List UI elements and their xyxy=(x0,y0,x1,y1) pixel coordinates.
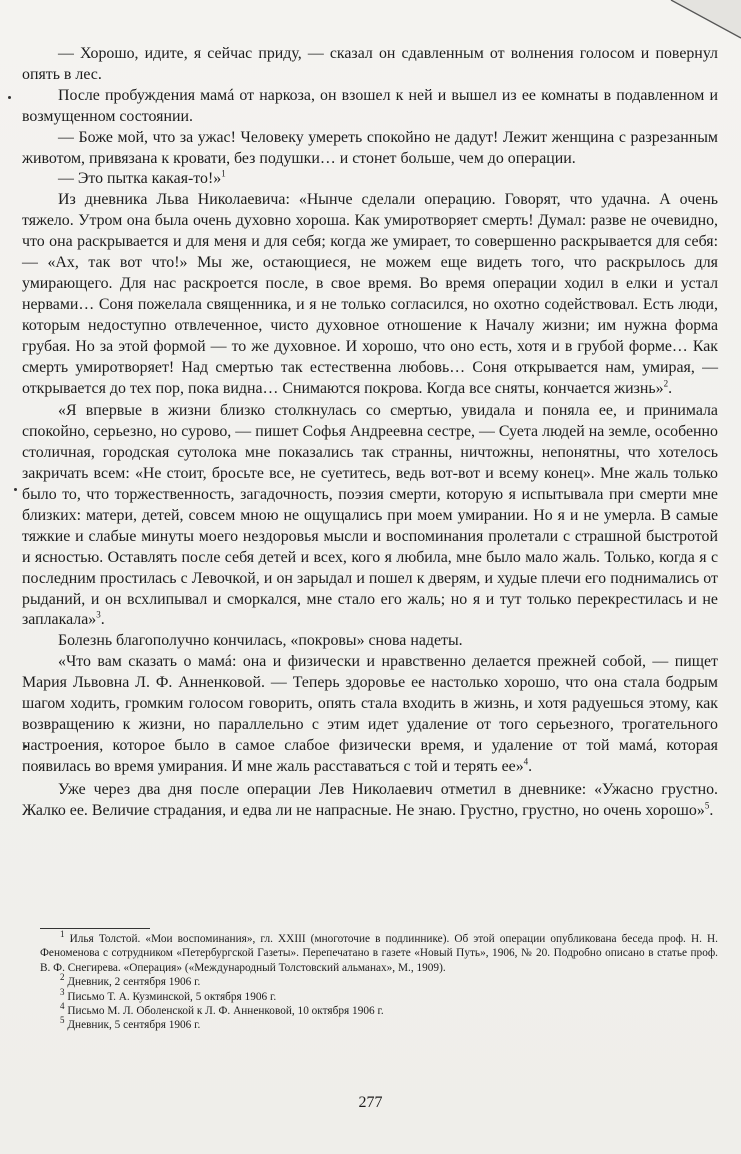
footnote-rule xyxy=(40,928,150,929)
scan-speck xyxy=(14,488,17,491)
body-text xyxy=(22,44,718,822)
paragraph: Из дневника Льва Николаевича: «Нынче сделали операцию. Говорят, что удачна. А очень тяжело. Утром она была очень духовно хороша. Как умиротворяет смерть! Думал: разве не очевидно, что она раскрывается и для меня и для себя; когда же умирает, то совершенно раскрывается для себя: — «Ах, так вот что!» Мы же, остающиеся, не можем еще видеть того, что раскрылось для умирающего. Для нас раскроется после, в свое время. Во время операции ходил в елки и устал нервами… Соня пожелала священника, и я не только согласился, но охотно содействовал. Есть люди, которым недоступно отвлеченное, чисто духовное отношение к Началу жизни; им нужна форма грубая. Но за этой формой — то же духовное. И хорошо, что оно есть, хотя и в грубой форме… Как смерть умиротворяет! Над смертью так естественна любовь… Соня открывается нам, умирая, — открывается до тех пор, пока видна… Снимаются покрова. Когда все сняты, кончается жизнь»$^2$. xyxy=(22,191,718,397)
page-number: 277 xyxy=(358,1094,383,1111)
paragraph xyxy=(22,169,718,190)
paragraph: «Я впервые в жизни близко столкнулась со смертью, увидала и поняла ее, и принимала спокойно, серьезно, но сурово, — пишет Софья Андреевна сестре, — Суета людей на земле, особенно столичная, городская сутолока мне показались так странны, ничтожны, непонятны, что хотелось закричать всем: «Не стоит, бросьте все, не суетитесь, ведь вот-вот и всему конец». Мне жаль только было то, что торжественность, загадочность, поэзия смерти, которую я испытывала при смерти мне близких: матери, детей, совсем мною не ощущались при моем умирании. Но я и не умерла. В самые тяжкие и слабые минуты моего нездоровья мысли и воспоминания пролетали с страшной быстротой и ясностью. Оставлять после себя детей и всех, кого я любила, мне было мало жаль. Только, когда я с последним простилась с Левочкой, и он зарыдал и пошел к дверям, и худые плечи его поднимались от рыданий, и он всхлипывал и сморкался, мне стало его жаль; но я и тут только перекрестилась и не заплакала»$^3$. xyxy=(22,402,718,629)
footnote xyxy=(40,972,718,989)
paragraph-text: «Что вам сказать о мамá: она и физически и нравственно делается прежней собой, — пищет Мария Львовна Л. Ф. Анненковой. — Теперь здоровье ее настолько хорошо, что она стала бодрым шагом ходить, громким голосом говорить, опять стала входить в жизнь, и хотя радуешься этому, как возвращению к жизни, но параллельно с этим идет удаление от того серьезного, трогательного настроения, которое было в самое слабое физически время, и удаление от той мамá, которая появилась во время умирания. И мне жаль расставаться с той и терять ее» xyxy=(22,653,718,775)
footnote-number: 3 xyxy=(60,986,65,997)
footnote-text: Илья Толстой. «Мои воспоминания», гл. XXIII (многоточие в подлиннике). Об этой операции опубликована беседа проф. Н. Н. Феноменова с сотрудником «Петербургской Газеты». Перепечатано в газете «Новый Путь», 1906, № 20. Подробно описано в статье проф. В. Ф. Снегирева. «Операция» («Международный Толстовский альманах», М., 1909). xyxy=(40,933,718,974)
footnote-text: Письмо Т. А. Кузминской, 5 октября 1906 г. xyxy=(67,990,277,1003)
footnote-ref: 2 xyxy=(663,378,669,389)
paragraph: Уже через два дня после операции Лев Николаевич отметил в дневнике: «Ужасно грустно. Жалко ее. Величие страдания, и едва ли не напрасные. Не знаю. Грустно, грустно, но очень хорошо»$^5$. xyxy=(22,780,718,819)
paragraph: Болезнь благополучно кончилась, «покровы» снова надеты. xyxy=(58,632,463,650)
scan-speck xyxy=(8,96,11,99)
footnote-text: Письмо М. Л. Оболенской к Л. Ф. Анненковой, 10 октября 1906 г. xyxy=(67,1005,384,1018)
paragraph-text: «Я впервые в жизни близко столкнулась со смертью, увидала и поняла ее, и принимала спокойно, серьезно, но сурово, — пишет Софья Андреевна сестре, — Суета людей на земле, особенно столичная, городская сутолока мне показались так странны, ничтожны, непонятны, что хотелось закричать всем: «Не стоит, бросьте все, не суетитесь, ведь вот-вот и всему конец». Мне жаль только было то, что торжественность, загадочность, поэзия смерти, которую я испытывала при смерти мне близких: матери, детей, совсем мною не ощущались при моем умирании. Но я и не умерла. В самые тяжкие и слабые минуты моего нездоровья мысли и воспоминания пролетали с страшной быстротой и ясностью. Оставлять после себя детей и всех, кого я любила, мне было мало жаль. Только, когда я с последним простилась с Левочкой, и он зарыдал и пошел к дверям, и худые плечи его поднимались от рыданий, и он всхлипывал и сморкался, мне стало его жаль; но я и тут только перекрестилась и не заплакала» xyxy=(22,402,718,629)
paragraph: После пробуждения мамá от наркоза, он взошел к ней и вышел из ее комнаты в подавленном и возмущенном состоянии. xyxy=(22,86,718,125)
footnote-number: 4 xyxy=(60,1001,65,1012)
footnote-ref: 4 xyxy=(523,756,529,767)
footnote-text: Дневник, 2 сентября 1906 г. xyxy=(67,976,201,989)
paragraph: «Что вам сказать о мамá: она и физически и нравственно делается прежней собой, — пищет Мария Львовна Л. Ф. Анненковой. — Теперь здоровье ее настолько хорошо, что она стала бодрым шагом ходить, громким голосом говорить, опять стала входить в жизнь, и хотя радуешься этому, как возвращению к жизни, но параллельно с этим идет удаление от того серьезного, трогательного настроения, которое было в самое слабое физически время, и удаление от той мамá, которая появилась во время умирания. И мне жаль расставаться с той и терять ее»$^4$. xyxy=(22,653,718,775)
footnote-text: Дневник, 5 сентября 1906 г. xyxy=(67,1019,201,1032)
footnotes xyxy=(40,928,718,1033)
paragraph-text: Уже через два дня после операции Лев Николаевич отметил в дневнике: «Ужасно грустно. Жалко ее. Величие страдания, и едва ли не напрасные. Не знаю. Грустно, грустно, но очень хорошо» xyxy=(22,780,718,819)
footnote-number: 2 xyxy=(60,972,65,983)
paragraph: — Хорошо, идите, я сейчас приду, — сказал он сдавленным от волнения голосом и повернул опять в лес. xyxy=(22,45,718,83)
paragraph-text: Из дневника Льва Николаевича: «Нынче сделали операцию. Говорят, что удачна. А очень тяжело. Утром она была очень духовно хороша. Как умиротворяет смерть! Думал: разве не очевидно, что она раскрывается и для меня и для себя; когда же умирает, то совершенно раскрывается для себя: — «Ах, так вот что!» Мы же, остающиеся, не можем еще видеть того, что раскрылось для умирающего. Для нас раскроется после, в свое время. Во время операции ходил в елки и устал нервами… Соня пожелала священника, и я не только согласился, но охотно содействовал. Есть люди, которым недоступно отвлеченное, чисто духовное отношение к Началу жизни; им нужна форма грубая. Но за этой формой — то же духовное. И хорошо, что оно есть, хотя и в грубой форме… Как смерть умиротворяет! Над смертью так естественна любовь… Соня открывается нам, умирая, — открывается до тех пор, пока видна… Снимаются покрова. Когда все сняты, кончается жизнь» xyxy=(22,191,718,397)
paragraph: — Боже мой, что за ужас! Человеку умереть спокойно не дадут! Лежит женщина с разрезанным животом, привязана к кровати, без подушки… и стонет больше, чем до операции. xyxy=(22,128,718,167)
footnote xyxy=(40,1001,718,1018)
footnote xyxy=(40,986,718,1004)
footnote xyxy=(40,929,718,975)
footnote xyxy=(40,1015,718,1032)
footnote-ref: 5 xyxy=(704,800,710,811)
paragraph-text: — Это пытка какая-то!» xyxy=(58,170,222,188)
footnote-ref: 1 xyxy=(221,169,226,180)
footnote-number: 5 xyxy=(60,1015,65,1026)
footnote-ref: 3 xyxy=(96,610,101,621)
footnote-number: 1 xyxy=(60,929,65,940)
